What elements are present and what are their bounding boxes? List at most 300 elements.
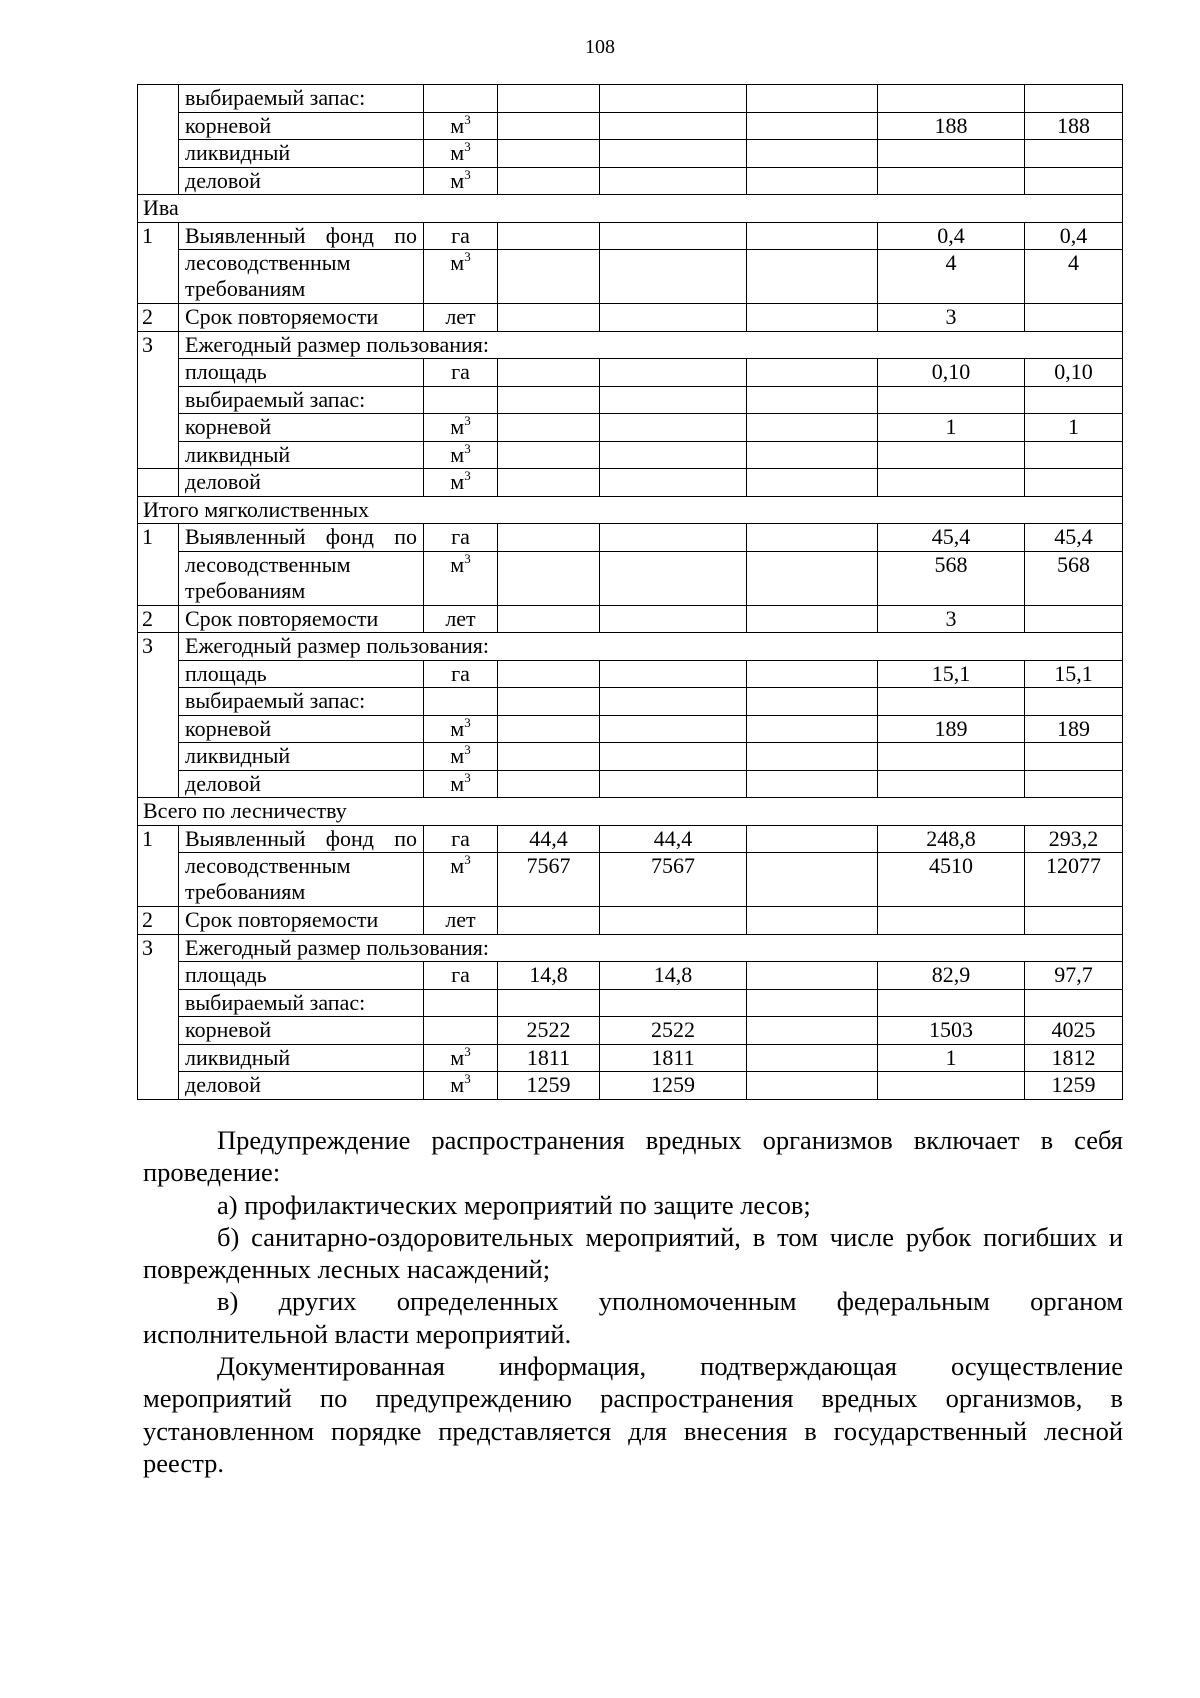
- unit-cell: [424, 414, 498, 442]
- row-number: [138, 250, 179, 304]
- value-cell: [747, 85, 878, 113]
- row-number: [138, 660, 179, 688]
- value-cell: [600, 524, 747, 552]
- row-number: [138, 167, 179, 195]
- table-row: [138, 524, 1123, 552]
- value-cell: [747, 660, 878, 688]
- row-number: 1: [138, 825, 179, 853]
- row-number: 2: [138, 907, 179, 935]
- row-label: корневой: [179, 414, 424, 442]
- unit-cell: [424, 1072, 498, 1100]
- value-cell: [878, 85, 1025, 113]
- value-cell: [747, 250, 878, 304]
- unit-text: м: [450, 469, 465, 494]
- unit-cell: [424, 167, 498, 195]
- unit-text: м: [450, 853, 465, 878]
- value-cell: [1025, 907, 1123, 935]
- body-text: [143, 1124, 1123, 1479]
- unit-exponent: 3: [464, 468, 471, 483]
- value-cell: [498, 688, 600, 716]
- table-row: [138, 825, 1123, 853]
- value-cell: [747, 441, 878, 469]
- unit-exponent: 3: [464, 249, 471, 264]
- value-cell: [747, 1072, 878, 1100]
- table-row: [138, 441, 1123, 469]
- unit-text: м: [450, 743, 465, 768]
- value-cell: 0,4: [878, 222, 1025, 250]
- unit-cell: лет: [424, 304, 498, 332]
- row-label: Выявленный фонд по: [179, 825, 424, 853]
- table-row: [138, 414, 1123, 442]
- row-number: 2: [138, 605, 179, 633]
- row-number: 3: [138, 633, 179, 661]
- value-cell: [747, 743, 878, 771]
- value-cell: [1025, 386, 1123, 414]
- unit-cell: га: [424, 222, 498, 250]
- value-cell: [498, 770, 600, 798]
- row-number: [138, 688, 179, 716]
- paragraph: Документированная информация, подтверждающая осуществление мероприятий по предупреждению распространения вредных организмов, в установленном порядке представляется для внесения в государственный лесной реестр.: [143, 1351, 1123, 1478]
- table-row: [138, 250, 1123, 304]
- value-cell: [1025, 989, 1123, 1017]
- unit-cell: [424, 551, 498, 605]
- value-cell: [747, 386, 878, 414]
- value-cell: [498, 222, 600, 250]
- unit-cell: [424, 469, 498, 497]
- value-cell: 0,10: [878, 359, 1025, 387]
- unit-exponent: 3: [464, 441, 471, 456]
- value-cell: [600, 85, 747, 113]
- row-number: [138, 1044, 179, 1072]
- row-number: [138, 715, 179, 743]
- row-label: Срок повторяемости: [179, 304, 424, 332]
- row-label: деловой: [179, 167, 424, 195]
- unit-text: м: [450, 250, 465, 275]
- value-cell: 293,2: [1025, 825, 1123, 853]
- row-number: [138, 85, 179, 113]
- value-cell: [747, 524, 878, 552]
- section-title: Ива: [138, 195, 1123, 223]
- value-cell: [498, 551, 600, 605]
- value-cell: 1812: [1025, 1044, 1123, 1072]
- value-cell: [878, 1072, 1025, 1100]
- unit-cell: [424, 112, 498, 140]
- unit-text: м: [450, 414, 465, 439]
- unit-exponent: 3: [464, 742, 471, 757]
- row-number: [138, 551, 179, 605]
- unit-cell: [424, 85, 498, 113]
- value-cell: 188: [878, 112, 1025, 140]
- value-cell: 2522: [498, 1017, 600, 1045]
- value-cell: [600, 441, 747, 469]
- row-label: выбираемый запас:: [179, 688, 424, 716]
- value-cell: [1025, 469, 1123, 497]
- value-cell: [747, 222, 878, 250]
- table-row: [138, 331, 1123, 359]
- row-number: 1: [138, 222, 179, 250]
- row-number: 2: [138, 304, 179, 332]
- unit-cell: [424, 989, 498, 1017]
- unit-text: м: [450, 167, 465, 193]
- value-cell: 82,9: [878, 962, 1025, 990]
- value-cell: [600, 140, 747, 168]
- value-cell: [600, 359, 747, 387]
- row-label: Ежегодный размер пользования:: [179, 331, 1123, 359]
- value-cell: [1025, 605, 1123, 633]
- row-number: [138, 853, 179, 907]
- value-cell: [747, 304, 878, 332]
- forest-use-table: [137, 84, 1123, 1100]
- unit-cell: [424, 853, 498, 907]
- value-cell: 1811: [600, 1044, 747, 1072]
- value-cell: [498, 660, 600, 688]
- paragraph: в) других определенных уполномоченным федеральным органом исполнительной власти мероприятий.: [143, 1286, 1123, 1349]
- table-row: [138, 853, 1123, 907]
- table-row: [138, 1044, 1123, 1072]
- row-label: выбираемый запас:: [179, 85, 424, 113]
- value-cell: [600, 743, 747, 771]
- row-number: [138, 1072, 179, 1100]
- row-label: деловой: [179, 1072, 424, 1100]
- value-cell: [600, 386, 747, 414]
- section-title: Итого мягколиственных: [138, 496, 1123, 524]
- value-cell: 7567: [600, 853, 747, 907]
- unit-exponent: 3: [464, 852, 471, 867]
- value-cell: [498, 112, 600, 140]
- row-label: Срок повторяемости: [179, 907, 424, 935]
- value-cell: [498, 743, 600, 771]
- table-row: [138, 359, 1123, 387]
- paragraph: б) санитарно-оздоровительных мероприятий, в том числе рубок погибших и поврежденных лесных насаждений;: [143, 1221, 1123, 1285]
- value-cell: 1811: [498, 1044, 600, 1072]
- row-number: 3: [138, 331, 179, 359]
- section-header-row: [138, 195, 1123, 223]
- unit-cell: [424, 1044, 498, 1072]
- value-cell: 568: [878, 551, 1025, 605]
- value-cell: [1025, 688, 1123, 716]
- unit-text: м: [450, 1044, 465, 1070]
- unit-cell: лет: [424, 907, 498, 935]
- row-number: [138, 743, 179, 771]
- row-label: корневой: [179, 715, 424, 743]
- value-cell: 248,8: [878, 825, 1025, 853]
- row-label-line: лесоводственным: [185, 853, 351, 878]
- table-row: [138, 770, 1123, 798]
- unit-cell: [424, 743, 498, 771]
- row-label: выбираемый запас:: [179, 386, 424, 414]
- value-cell: [747, 140, 878, 168]
- value-cell: 15,1: [1025, 660, 1123, 688]
- value-cell: 45,4: [878, 524, 1025, 552]
- unit-text: м: [450, 140, 465, 165]
- unit-cell: га: [424, 524, 498, 552]
- value-cell: 568: [1025, 551, 1123, 605]
- value-cell: 12077: [1025, 853, 1123, 907]
- row-label: корневой: [179, 112, 424, 140]
- table-row: [138, 140, 1123, 168]
- value-cell: [747, 907, 878, 935]
- unit-cell: га: [424, 962, 498, 990]
- table-row: [138, 688, 1123, 716]
- value-cell: [498, 304, 600, 332]
- value-cell: [1025, 441, 1123, 469]
- value-cell: 3: [878, 605, 1025, 633]
- row-number: [138, 989, 179, 1017]
- unit-cell: [424, 140, 498, 168]
- row-label: Срок повторяемости: [179, 605, 424, 633]
- value-cell: [1025, 743, 1123, 771]
- row-number: 1: [138, 524, 179, 552]
- value-cell: [747, 770, 878, 798]
- value-cell: [600, 551, 747, 605]
- value-cell: [498, 250, 600, 304]
- value-cell: 7567: [498, 853, 600, 907]
- row-label: ликвидный: [179, 1044, 424, 1072]
- value-cell: [600, 660, 747, 688]
- value-cell: [498, 140, 600, 168]
- value-cell: [498, 989, 600, 1017]
- value-cell: [747, 1044, 878, 1072]
- table-row: [138, 1072, 1123, 1100]
- unit-cell: лет: [424, 605, 498, 633]
- value-cell: [600, 715, 747, 743]
- row-number: [138, 140, 179, 168]
- table-row: [138, 633, 1123, 661]
- value-cell: 44,4: [600, 825, 747, 853]
- table-row: [138, 605, 1123, 633]
- value-cell: 1259: [1025, 1072, 1123, 1100]
- value-cell: [747, 1017, 878, 1045]
- table-row: [138, 304, 1123, 332]
- value-cell: [600, 250, 747, 304]
- unit-text: м: [450, 715, 465, 741]
- value-cell: [600, 304, 747, 332]
- value-cell: [878, 140, 1025, 168]
- value-cell: 1259: [600, 1072, 747, 1100]
- row-label: Выявленный фонд по: [179, 524, 424, 552]
- row-number: [138, 469, 179, 497]
- value-cell: 4: [1025, 250, 1123, 304]
- value-cell: [747, 605, 878, 633]
- unit-cell: га: [424, 825, 498, 853]
- value-cell: 45,4: [1025, 524, 1123, 552]
- row-label: деловой: [179, 770, 424, 798]
- value-cell: [878, 770, 1025, 798]
- unit-cell: га: [424, 660, 498, 688]
- row-number: [138, 1017, 179, 1045]
- table-row: [138, 934, 1123, 962]
- table-row: [138, 85, 1123, 113]
- value-cell: [878, 386, 1025, 414]
- row-label: выбираемый запас:: [179, 989, 424, 1017]
- unit-exponent: 3: [464, 139, 471, 154]
- row-number: 3: [138, 934, 179, 962]
- value-cell: [747, 989, 878, 1017]
- unit-exponent: 3: [464, 770, 471, 785]
- paragraph: а) профилактических мероприятий по защите лесов;: [217, 1189, 811, 1220]
- row-label: [179, 551, 424, 605]
- paragraph: Предупреждение распространения вредных организмов включает в себя проведение:: [143, 1125, 1123, 1188]
- unit-text: м: [450, 441, 465, 467]
- row-label: ликвидный: [179, 743, 424, 771]
- section-header-row: [138, 798, 1123, 826]
- unit-cell: га: [424, 359, 498, 387]
- value-cell: 4510: [878, 853, 1025, 907]
- row-number: [138, 414, 179, 442]
- value-cell: [498, 524, 600, 552]
- unit-cell: [424, 441, 498, 469]
- row-label: Выявленный фонд по: [179, 222, 424, 250]
- page-number: 108: [585, 36, 615, 58]
- value-cell: [600, 605, 747, 633]
- unit-exponent: 3: [464, 112, 471, 127]
- row-label-line: требованиям: [185, 577, 306, 603]
- value-cell: 97,7: [1025, 962, 1123, 990]
- table-row: [138, 1017, 1123, 1045]
- value-cell: [747, 853, 878, 907]
- value-cell: [1025, 140, 1123, 168]
- unit-exponent: 3: [464, 551, 471, 566]
- value-cell: [1025, 304, 1123, 332]
- table-row: [138, 551, 1123, 605]
- value-cell: 3: [878, 304, 1025, 332]
- unit-cell: [424, 770, 498, 798]
- row-label-line: лесоводственным: [185, 551, 351, 577]
- value-cell: [498, 386, 600, 414]
- table-row: [138, 469, 1123, 497]
- table-row: [138, 715, 1123, 743]
- value-cell: [1025, 167, 1123, 195]
- value-cell: [747, 469, 878, 497]
- value-cell: [498, 414, 600, 442]
- value-cell: [600, 469, 747, 497]
- value-cell: [878, 167, 1025, 195]
- value-cell: [600, 907, 747, 935]
- value-cell: 4025: [1025, 1017, 1123, 1045]
- table-row: [138, 743, 1123, 771]
- row-label-line: лесоводственным: [185, 250, 351, 275]
- value-cell: [747, 167, 878, 195]
- table-row: [138, 112, 1123, 140]
- value-cell: [600, 414, 747, 442]
- row-label-line: требованиям: [185, 879, 306, 904]
- unit-cell: [424, 386, 498, 414]
- value-cell: 2522: [600, 1017, 747, 1045]
- value-cell: [498, 167, 600, 195]
- value-cell: 4: [878, 250, 1025, 304]
- value-cell: [747, 112, 878, 140]
- value-cell: [878, 441, 1025, 469]
- row-label-line: требованиям: [185, 276, 306, 301]
- value-cell: [600, 167, 747, 195]
- value-cell: [498, 359, 600, 387]
- value-cell: [878, 989, 1025, 1017]
- table-row: [138, 167, 1123, 195]
- value-cell: 15,1: [878, 660, 1025, 688]
- unit-text: м: [450, 1072, 465, 1097]
- row-label: площадь: [179, 359, 424, 387]
- value-cell: [600, 989, 747, 1017]
- unit-text: м: [450, 551, 465, 577]
- value-cell: [498, 605, 600, 633]
- value-cell: [878, 688, 1025, 716]
- value-cell: [498, 907, 600, 935]
- value-cell: [878, 907, 1025, 935]
- section-header-row: [138, 496, 1123, 524]
- row-label: площадь: [179, 962, 424, 990]
- row-number: [138, 962, 179, 990]
- value-cell: [600, 688, 747, 716]
- value-cell: 14,8: [600, 962, 747, 990]
- value-cell: [747, 688, 878, 716]
- value-cell: [600, 770, 747, 798]
- value-cell: [878, 743, 1025, 771]
- unit-exponent: 3: [464, 715, 471, 730]
- value-cell: 1: [878, 414, 1025, 442]
- value-cell: 14,8: [498, 962, 600, 990]
- unit-cell: [424, 688, 498, 716]
- value-cell: [747, 962, 878, 990]
- unit-text: м: [450, 770, 465, 796]
- row-label: ликвидный: [179, 140, 424, 168]
- table-row: [138, 386, 1123, 414]
- unit-text: м: [450, 112, 465, 138]
- unit-exponent: 3: [464, 413, 471, 428]
- value-cell: [747, 414, 878, 442]
- row-number: [138, 359, 179, 387]
- value-cell: [498, 469, 600, 497]
- row-label: площадь: [179, 660, 424, 688]
- unit-exponent: 3: [464, 1044, 471, 1059]
- unit-cell: [424, 250, 498, 304]
- value-cell: 1259: [498, 1072, 600, 1100]
- value-cell: [498, 85, 600, 113]
- value-cell: [747, 825, 878, 853]
- value-cell: [747, 551, 878, 605]
- table-row: [138, 962, 1123, 990]
- value-cell: 189: [878, 715, 1025, 743]
- value-cell: 1: [1025, 414, 1123, 442]
- row-number: [138, 112, 179, 140]
- value-cell: [1025, 85, 1123, 113]
- row-label: ликвидный: [179, 441, 424, 469]
- unit-cell: [424, 715, 498, 743]
- table-row: [138, 222, 1123, 250]
- value-cell: 188: [1025, 112, 1123, 140]
- table-row: [138, 989, 1123, 1017]
- row-label: Ежегодный размер пользования:: [179, 934, 1123, 962]
- row-label: [179, 853, 424, 907]
- value-cell: [878, 469, 1025, 497]
- value-cell: [498, 715, 600, 743]
- value-cell: [1025, 770, 1123, 798]
- row-number: [138, 770, 179, 798]
- table-row: [138, 660, 1123, 688]
- value-cell: [747, 715, 878, 743]
- value-cell: 1: [878, 1044, 1025, 1072]
- row-label: Ежегодный размер пользования:: [179, 633, 1123, 661]
- value-cell: 0,4: [1025, 222, 1123, 250]
- value-cell: 189: [1025, 715, 1123, 743]
- value-cell: [498, 441, 600, 469]
- row-label: деловой: [179, 469, 424, 497]
- value-cell: 1503: [878, 1017, 1025, 1045]
- row-number: [138, 441, 179, 469]
- section-title: Всего по лесничеству: [138, 798, 1123, 826]
- unit-cell: [424, 1017, 498, 1045]
- table-row: [138, 907, 1123, 935]
- value-cell: 44,4: [498, 825, 600, 853]
